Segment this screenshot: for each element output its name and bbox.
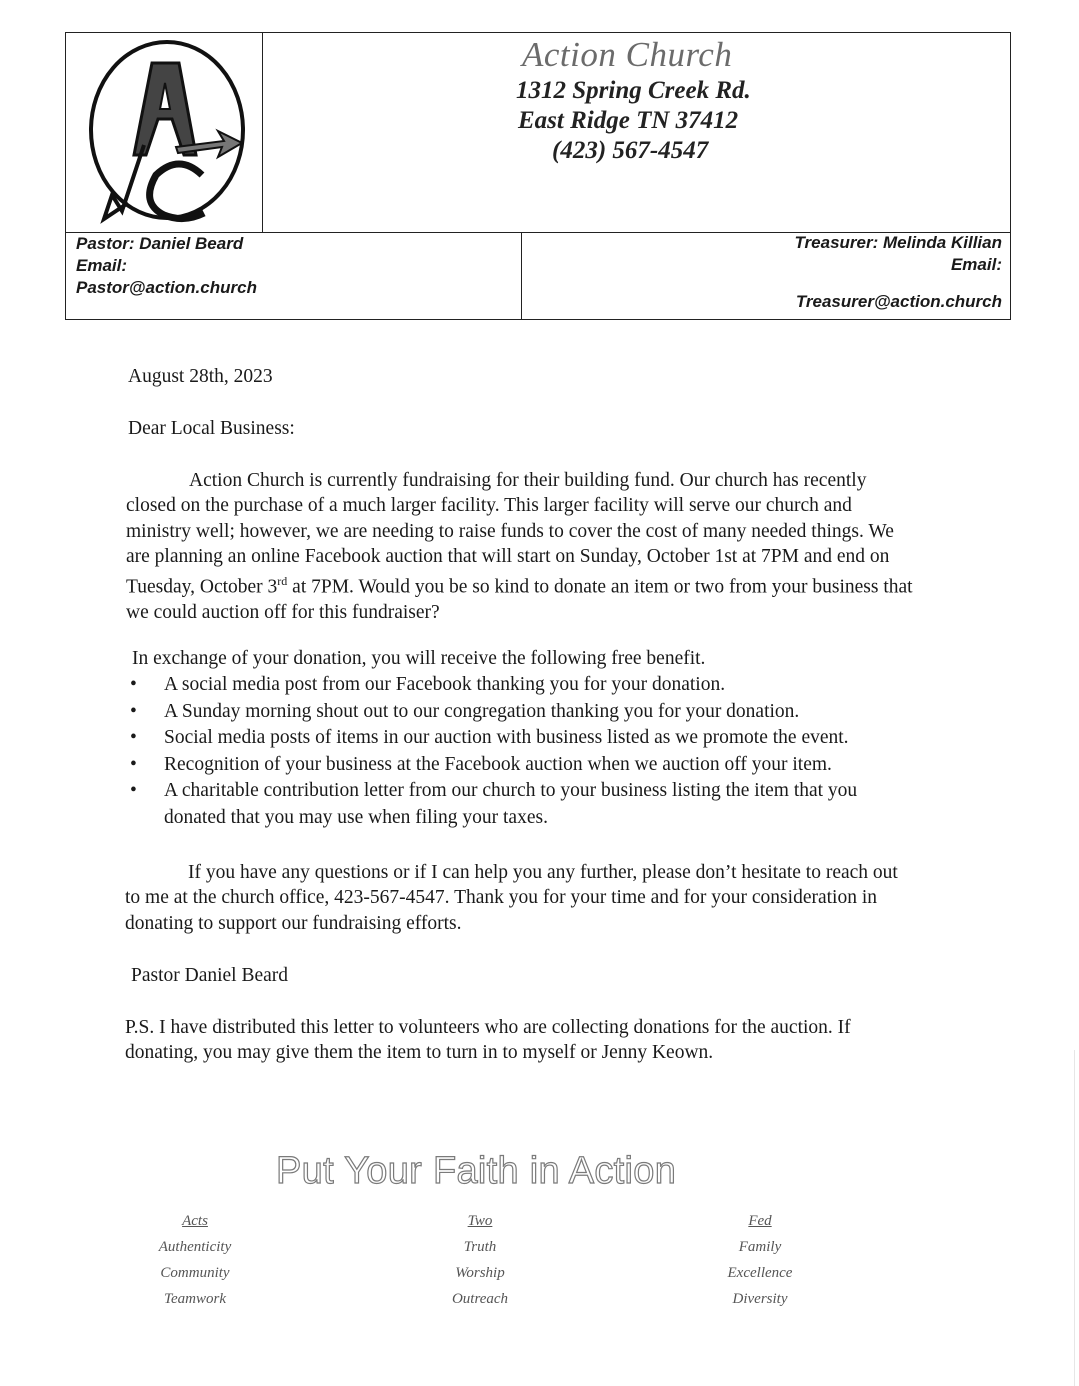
benefit-text: Social media posts of items in our auction with business listed as we promote the event. — [164, 727, 849, 748]
address-line-1: 1312 Spring Creek Rd. — [516, 77, 751, 104]
values-heading: Acts — [182, 1213, 208, 1229]
signature: Pastor Daniel Beard — [131, 965, 289, 986]
phone-number: (423) 567-4547 — [552, 137, 709, 164]
treasurer-title: Treasurer: Melinda Killian — [794, 233, 1002, 252]
letterhead — [65, 32, 1011, 320]
paragraph-fundraising — [126, 468, 916, 625]
values-heading: Fed — [748, 1213, 772, 1229]
letter-greeting: Dear Local Business: — [128, 418, 295, 439]
letter-date: August 28th, 2023 — [128, 366, 273, 387]
paragraph-contact: If you have any questions or if I can help you any further, please don’t hesitate to reach out to me at the church office, 423-567-4547. Thank you for your time and for your consideration in donating to support our fundraising efforts. — [125, 862, 898, 934]
bullet-icon: • — [130, 727, 137, 748]
treasurer-contact — [794, 232, 1002, 313]
pastor-email-label: Email: — [76, 256, 128, 275]
bullet-icon: • — [130, 753, 137, 775]
benefit-text: A social media post from our Facebook thanking you for your donation. — [164, 674, 726, 695]
value-item: Worship — [455, 1265, 505, 1281]
list-item — [130, 699, 920, 726]
treasurer-email-label: Email: — [950, 255, 1002, 274]
ordinal-suffix: rd — [277, 574, 288, 589]
value-item: Truth — [463, 1239, 497, 1255]
values-column-two — [425, 1208, 535, 1312]
pastor-title: Pastor: Daniel Beard — [76, 234, 244, 253]
bullet-icon: • — [130, 700, 137, 722]
benefit-text: A Sunday morning shout out to our congregation thanking you for your donation. — [164, 700, 800, 722]
values-column-acts — [140, 1208, 250, 1312]
value-item: Community — [160, 1265, 230, 1281]
benefits-intro: In exchange of your donation, you will receive the following free benefit. — [132, 648, 706, 669]
benefit-text: Recognition of your business at the Facebook auction when we auction off your item. — [164, 753, 832, 775]
value-item: Excellence — [727, 1265, 793, 1281]
motto: Put Your Faith in Action — [276, 1150, 677, 1192]
values-column-fed — [700, 1208, 820, 1312]
pastor-contact — [76, 233, 257, 299]
list-item — [130, 725, 920, 752]
bullet-icon: • — [130, 674, 137, 695]
paragraph-fundraising-part-1: Action Church is currently fundraising for their building fund. Our church has recently closed on the purchase of a much larger facility. This larger facility will serve our church and ministry well; however, we are needing to raise funds to cover the cost of many needed things. We are planning an online Facebook auction that will start on Sunday, October 1st at 7PM and end on Tuesday, October 3 — [126, 470, 894, 598]
value-item: Authenticity — [158, 1239, 232, 1255]
church-info — [262, 33, 1012, 232]
scan-edge-line — [1074, 1050, 1075, 1386]
list-item — [130, 778, 920, 831]
value-item: Teamwork — [164, 1291, 226, 1307]
values-heading: Two — [467, 1213, 493, 1229]
value-item: Diversity — [732, 1291, 788, 1307]
list-item — [130, 672, 920, 699]
postscript: P.S. I have distributed this letter to volunteers who are collecting donations for the auction. If donating, you may give them the item to turn in to myself or Jenny Keown. — [125, 1017, 851, 1064]
benefit-text: A charitable contribution letter from our church to your business listing the item that you donated that you may use when filing your taxes. — [164, 780, 858, 828]
header-column-divider — [521, 232, 522, 320]
church-name: Action Church — [522, 35, 733, 74]
paragraph-fundraising-part-2: at 7PM. Would you be so kind to donate an item or two from your business that we could auction off for this fundraiser? — [126, 576, 913, 623]
pastor-email[interactable]: Pastor@action.church — [76, 278, 257, 297]
logo-cell — [66, 33, 263, 232]
value-item: Family — [738, 1239, 782, 1255]
value-item: Outreach — [451, 1291, 509, 1307]
treasurer-email[interactable]: Treasurer@action.church — [795, 292, 1002, 311]
action-church-logo — [84, 35, 246, 225]
list-item — [130, 752, 920, 779]
address-line-2: East Ridge TN 37412 — [518, 107, 739, 134]
benefits-list — [130, 672, 920, 831]
bullet-icon: • — [130, 780, 137, 801]
